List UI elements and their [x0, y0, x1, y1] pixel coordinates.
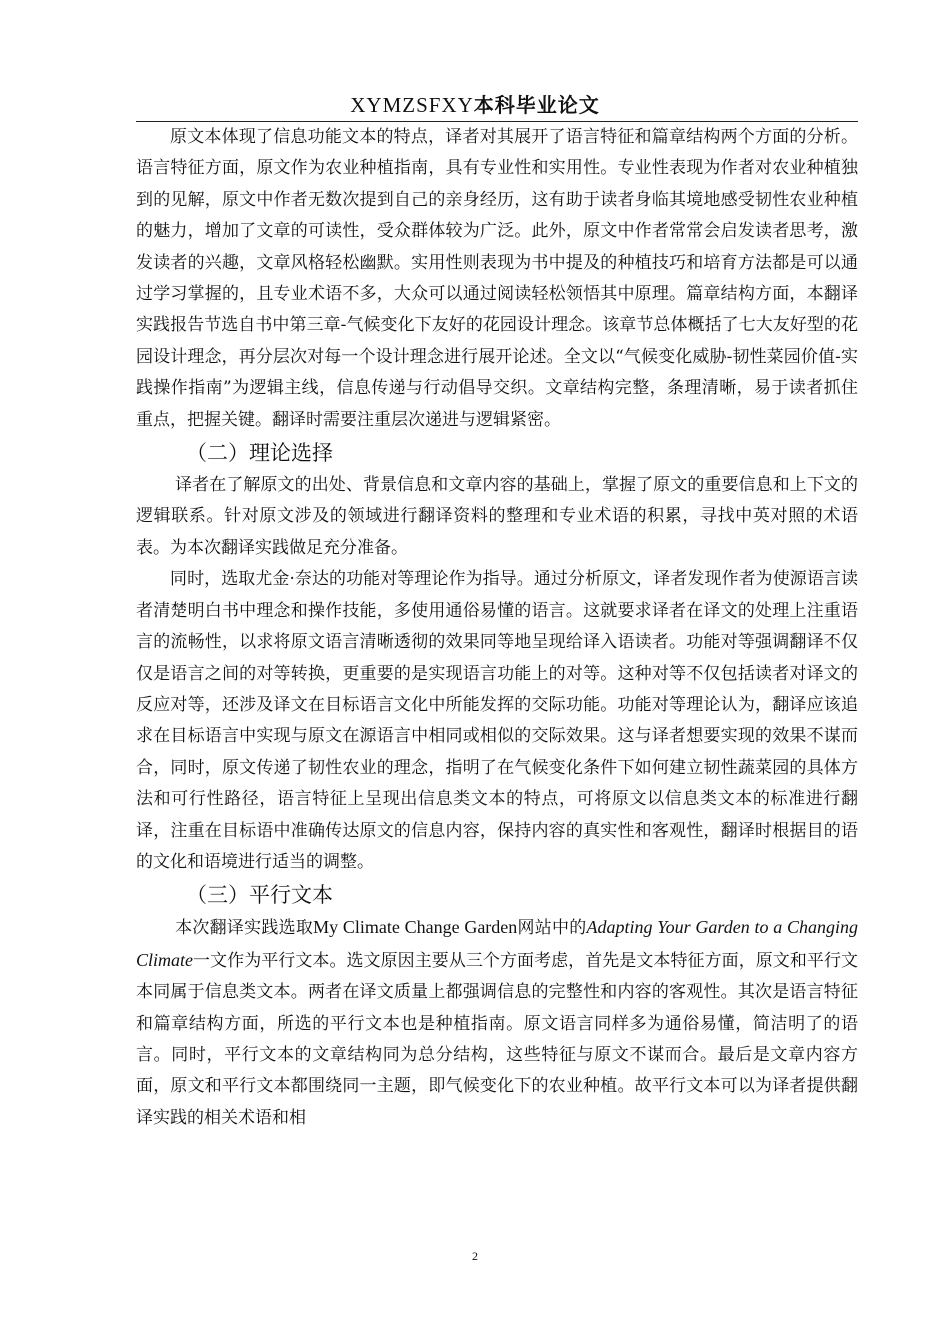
header-title: 本科毕业论文 [473, 93, 600, 117]
paragraph-theory-preparation: 译者在了解原文的出处、背景信息和文章内容的基础上，掌握了原文的重要信息和上下文的逻辑联系。针对原文涉及的领域进行翻译资料的整理和专业术语的积累，寻找中英对照的术语表。为本次翻译实践做足充分准备。 [136, 475, 858, 558]
parallel-text-intro: 本次翻译实践选取 [175, 918, 314, 939]
header-abbreviation: XYMZSFXY [350, 93, 474, 117]
parallel-text-body: 一文作为平行文本。选文原因主要从三个方面考虑，首先是文本特征方面，原文和平行文本同属于信息类文本。两者在译文质量上都强调信息的完整性和内容的客观性。其次是语言特征和篇章结构方面，所选的平行文本也是种植指南。原文语言同样多为通俗易懂，简洁明了的语言。同时，平行文本的文章结构同为总分结构，这些特征与原文不谋而合。最后是文章内容方面，原文和平行文本都围绕同一主题，即气候变化下的农业种植。故平行文本可以为译者提供翻译实践的相关术语和相 [136, 950, 858, 1128]
page-header [0, 92, 950, 119]
section-heading-parallel-text: （三）平行文本 [186, 883, 333, 908]
parallel-text-connector: 网站中的 [517, 918, 587, 939]
paragraph-functional-equivalence: 同时，选取尤金·奈达的功能对等理论作为指导。通过分析原文，译者发现作者为使源语言读者清楚明白书中理念和操作技能，多使用通俗易懂的语言。这就要求译者在译文的处理上注重语言的流畅性，以求将原文语言清晰透彻的效果同等地呈现给译入语读者。功能对等强调翻译不仅仅是语言之间的对等转换，更重要的是实现语言功能上的对等。这种对等不仅包括读者对译文的反应对等，还涉及译文在目标语言文化中所能发挥的交际功能。功能对等理论认为，翻译应该追求在目标语言中实现与原文在源语言中相同或相似的交际效果。这与译者想要实现的效果不谋而合，同时，原文传递了韧性农业的理念，指明了在气候变化条件下如何建立韧性蔬菜园的具体方法和可行性路径，语言特征上呈现出信息类文本的特点，可将原文以信息类文本的标准进行翻译，注重在目标语中准确传达原文的信息内容，保持内容的真实性和客观性，翻译时根据目的语的文化和语境进行适当的调整。 [136, 569, 858, 872]
page-number: 2 [472, 1249, 478, 1263]
paragraph-parallel-text [136, 912, 858, 1134]
section-heading-theory: （二）理论选择 [186, 441, 333, 466]
paragraph-text-analysis: 原文本体现了信息功能文本的特点，译者对其展开了语言特征和篇章结构两个方面的分析。语言特征方面，原文作为农业种植指南，具有专业性和实用性。专业性表现为作者对农业种植独到的见解，原文中作者无数次提到自己的亲身经历，这有助于读者身临其境地感受韧性农业种植的魅力，增加了文章的可读性，受众群体较为广泛。此外，原文中作者常常会启发读者思考，激发读者的兴趣，文章风格轻松幽默。实用性则表现为书中提及的种植技巧和培育方法都是可以通过学习掌握的，且专业术语不多，大众可以通过阅读轻松领悟其中原理。篇章结构方面，本翻译实践报告节选自书中第三章-气候变化下友好的花园设计理念。该章节总体概括了七大友好型的花园设计理念，再分层次对每一个设计理念进行展开论述。全文以“气候变化威胁-韧性菜园价值-实践操作指南”为逻辑主线，信息传递与行动倡导交织。文章结构完整，条理清晰，易于读者抓住重点，把握关键。翻译时需要注重层次递进与逻辑紧密。 [136, 127, 858, 430]
website-name: My Climate Change Garden [313, 917, 518, 938]
article-title: Adapting Your Garden to a Changing Climate [136, 917, 858, 970]
page-body [136, 122, 858, 1134]
